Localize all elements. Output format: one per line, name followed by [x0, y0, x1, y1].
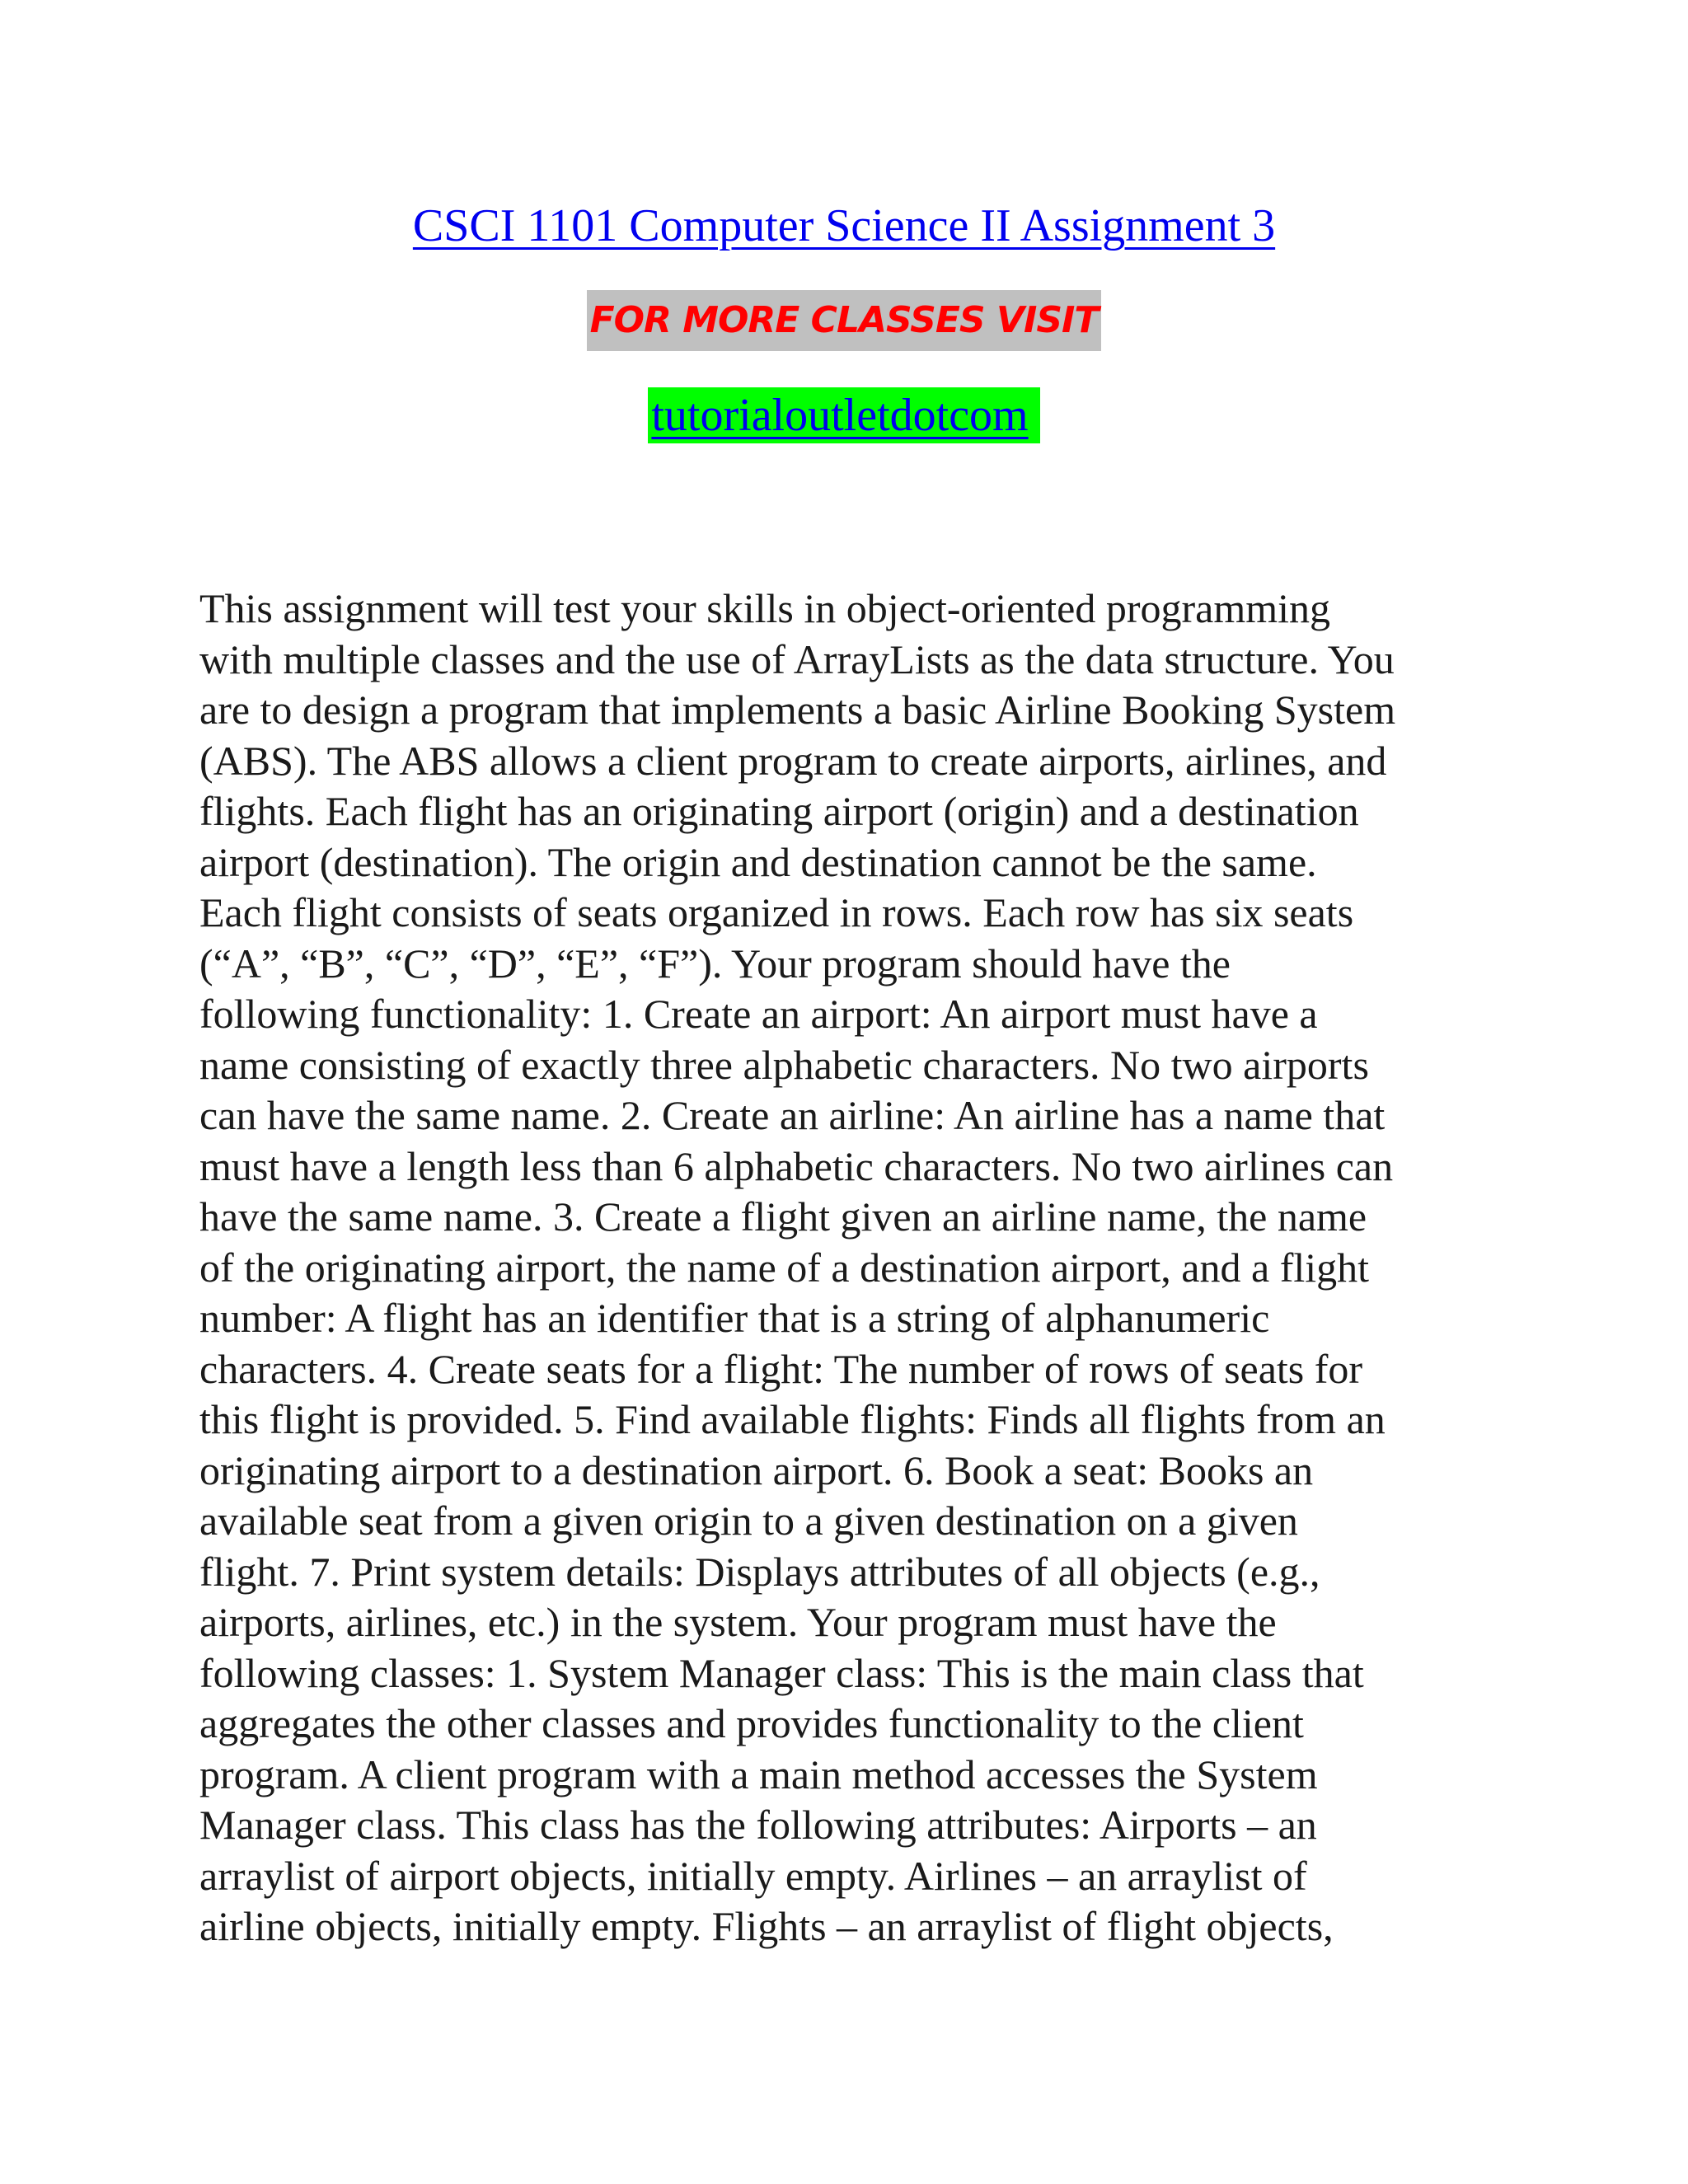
- body-line: of the originating airport, the name of a destination airport, and a flight: [199, 1244, 1370, 1291]
- body-line: this flight is provided. 5. Find available flights: Finds all flights from an: [199, 1396, 1386, 1442]
- body-line: characters. 4. Create seats for a flight: The number of rows of seats for: [199, 1345, 1363, 1392]
- body-line: flight. 7. Print system details: Displays attributes of all objects (e.g.,: [199, 1548, 1320, 1595]
- body-line: This assignment will test your skills in object-oriented programming: [199, 585, 1331, 631]
- body-line: airline objects, initially empty. Flights – an arraylist of flight objects,: [199, 1903, 1334, 1949]
- body-line: have the same name. 3. Create a flight given an airline name, the name: [199, 1193, 1367, 1240]
- body-line: must have a length less than 6 alphabetic characters. No two airlines can: [199, 1142, 1394, 1189]
- body-line: number: A flight has an identifier that is a string of alphanumeric: [199, 1295, 1270, 1341]
- body-line: (ABS). The ABS allows a client program to create airports, airlines, and: [199, 737, 1387, 784]
- more-classes-banner: FOR MORE CLASSES VISIT: [587, 290, 1102, 351]
- body-line: following functionality: 1. Create an airport: An airport must have a: [199, 991, 1318, 1037]
- body-line: (“A”, “B”, “C”, “D”, “E”, “F”). Your program should have the: [199, 940, 1231, 987]
- assignment-body: [199, 583, 1502, 1952]
- body-line: available seat from a given origin to a given destination on a given: [199, 1497, 1298, 1544]
- site-link[interactable]: tutorialoutletdotcom: [648, 387, 1039, 443]
- body-line: airports, airlines, etc.) in the system. Your program must have the: [199, 1599, 1277, 1645]
- body-line: following classes: 1. System Manager class: This is the main class that: [199, 1649, 1364, 1696]
- body-line: Each flight consists of seats organized in rows. Each row has six seats: [199, 889, 1354, 935]
- body-line: are to design a program that implements a basic Airline Booking System: [199, 687, 1396, 733]
- body-line: airport (destination). The origin and destination cannot be the same.: [199, 838, 1317, 885]
- body-line: aggregates the other classes and provides functionality to the client: [199, 1700, 1304, 1746]
- body-line: program. A client program with a main method accesses the System: [199, 1750, 1318, 1797]
- document-title-link[interactable]: CSCI 1101 Computer Science II Assignment 3: [412, 200, 1276, 251]
- body-line: with multiple classes and the use of ArrayLists as the data structure. You: [199, 635, 1395, 682]
- body-line: Manager class. This class has the following attributes: Airports – an: [199, 1802, 1317, 1848]
- banner-container: [0, 290, 1688, 351]
- body-line: flights. Each flight has an originating airport (origin) and a destination: [199, 788, 1359, 834]
- body-line: name consisting of exactly three alphabetic characters. No two airports: [199, 1041, 1369, 1088]
- body-line: can have the same name. 2. Create an airline: An airline has a name that: [199, 1092, 1386, 1138]
- body-line: arraylist of airport objects, initially empty. Airlines – an arraylist of: [199, 1852, 1307, 1899]
- site-link-container: [0, 387, 1688, 443]
- body-line: originating airport to a destination airport. 6. Book a seat: Books an: [199, 1446, 1314, 1493]
